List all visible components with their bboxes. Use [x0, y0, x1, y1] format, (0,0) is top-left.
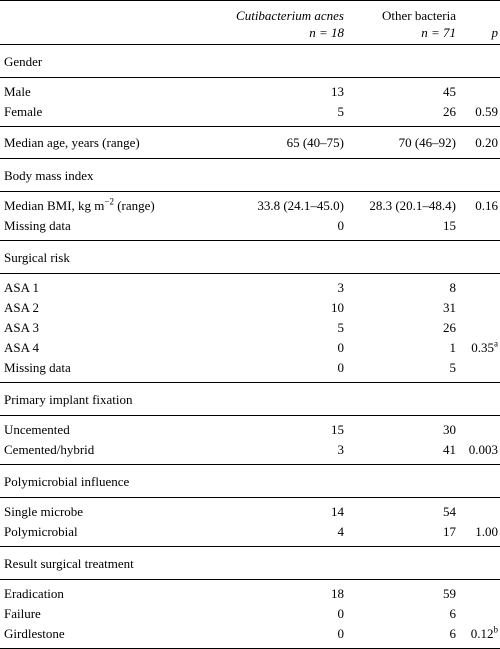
table-row [0, 358, 500, 378]
c-acnes-value: 33.8 (24.1–45.0) [257, 198, 344, 213]
row-label [0, 196, 190, 216]
c-acnes-value: 5 [337, 104, 344, 119]
c-acnes-value: 0 [337, 606, 344, 621]
p-value: 0.16 [475, 198, 498, 213]
row-label: Missing data [4, 360, 71, 375]
table-row [0, 584, 500, 604]
c-acnes-value: 18 [331, 586, 344, 601]
row-label: Failure [4, 606, 41, 621]
other-bacteria-value: 28.3 (20.1–48.4) [369, 198, 456, 213]
row-label: Uncemented [4, 422, 70, 437]
table-row [0, 338, 500, 358]
p-value: 0.59 [475, 104, 498, 119]
p-value-empty [456, 584, 500, 604]
c-acnes-value: 3 [337, 280, 344, 295]
table-header [0, 0, 500, 45]
section-surgical-risk [0, 274, 500, 383]
section-polymicrobial [0, 498, 500, 547]
p-value [456, 338, 500, 358]
c-acnes-value: 0 [337, 218, 344, 233]
p-value [456, 216, 500, 236]
p-value [456, 420, 500, 440]
other-bacteria-value: 8 [449, 280, 456, 295]
section-gender [0, 78, 500, 127]
section-title-bmi: Body mass index [0, 159, 500, 192]
header-other-bacteria-n: n = 71 [421, 25, 456, 40]
other-bacteria-value: 54 [443, 504, 456, 519]
p-value [456, 624, 500, 644]
footnote-marker: b [493, 624, 498, 635]
p-value [456, 82, 500, 102]
other-bacteria-value: 31 [443, 300, 456, 315]
header-p: p [491, 25, 498, 40]
other-bacteria-value: 30 [443, 422, 456, 437]
row-label: Polymicrobial [4, 524, 78, 539]
row-label: Median age, years (range) [4, 135, 140, 150]
c-acnes-value: 10 [331, 300, 344, 315]
bmi-label-exponent: −2 [104, 196, 114, 207]
c-acnes-value: 65 (40–75) [286, 135, 344, 150]
other-bacteria-value: 45 [443, 84, 456, 99]
p-value-empty [456, 318, 500, 338]
table-row [0, 624, 500, 644]
table-row [0, 440, 500, 460]
table-row [0, 502, 500, 522]
other-bacteria-value: 70 (46–92) [398, 135, 456, 150]
p-value-empty [456, 278, 500, 298]
other-bacteria-value: 6 [449, 606, 456, 621]
table-row [0, 102, 500, 122]
row-label: Eradication [4, 586, 64, 601]
table-row [0, 420, 500, 440]
other-bacteria-value: 15 [443, 218, 456, 233]
section-title-surgical-risk: Surgical risk [0, 241, 500, 274]
row-label: ASA 1 [4, 280, 40, 295]
table-row-median-age [0, 127, 500, 159]
row-label: ASA 3 [4, 320, 40, 335]
row-label: ASA 2 [4, 300, 40, 315]
p-value: 0.20 [475, 135, 498, 150]
table-row [0, 216, 500, 236]
p-value-empty [456, 358, 500, 378]
other-bacteria-value: 26 [443, 104, 456, 119]
row-label: Missing data [4, 218, 71, 233]
table-row [0, 604, 500, 624]
p-value [456, 502, 500, 522]
c-acnes-value: 0 [337, 340, 344, 355]
bmi-label-suffix: (range) [113, 198, 155, 213]
row-label: ASA 4 [4, 340, 40, 355]
c-acnes-value: 14 [331, 504, 344, 519]
other-bacteria-value: 59 [443, 586, 456, 601]
table-row [0, 196, 500, 216]
row-label: Male [4, 84, 31, 99]
other-bacteria-value: 6 [449, 626, 456, 641]
p-value-number: 0.12 [470, 626, 494, 641]
header-other-bacteria [344, 7, 456, 41]
row-label: Single microbe [4, 504, 84, 519]
c-acnes-value: 3 [337, 442, 344, 457]
table-row [0, 82, 500, 102]
p-value: 1.00 [475, 524, 498, 539]
section-title-polymicrobial: Polymicrobial influence [0, 465, 500, 498]
row-label: Cemented/hybrid [4, 442, 95, 457]
p-value-empty [456, 604, 500, 624]
section-fixation [0, 416, 500, 465]
section-title-result: Result surgical treatment [0, 547, 500, 580]
other-bacteria-value: 26 [443, 320, 456, 335]
other-bacteria-value: 41 [443, 442, 456, 457]
other-bacteria-value: 5 [449, 360, 456, 375]
c-acnes-value: 4 [337, 524, 344, 539]
section-title-fixation: Primary implant fixation [0, 383, 500, 416]
header-other-bacteria-name: Other bacteria [382, 8, 456, 23]
row-label: Girdlestone [4, 626, 65, 641]
table-row [0, 278, 500, 298]
p-value: 0.003 [468, 442, 498, 457]
c-acnes-value: 13 [331, 84, 344, 99]
c-acnes-value: 15 [331, 422, 344, 437]
section-title-gender: Gender [0, 45, 500, 78]
bmi-label-prefix: Median BMI, kg m [4, 198, 105, 213]
header-c-acnes [190, 7, 344, 41]
c-acnes-value: 0 [337, 626, 344, 641]
section-bmi [0, 192, 500, 241]
header-c-acnes-name: Cutibacterium acnes [236, 8, 344, 23]
table-row [0, 318, 500, 338]
other-bacteria-value: 17 [443, 524, 456, 539]
header-c-acnes-n: n = 18 [309, 25, 344, 40]
footnote-marker: a [494, 338, 498, 349]
section-result [0, 580, 500, 649]
p-value-number: 0.35 [471, 340, 494, 355]
p-value-empty [456, 298, 500, 318]
table-row [0, 298, 500, 318]
c-acnes-value: 5 [337, 320, 344, 335]
c-acnes-value: 0 [337, 360, 344, 375]
row-label: Female [4, 104, 43, 119]
other-bacteria-value: 1 [449, 340, 456, 355]
table-row [0, 522, 500, 542]
